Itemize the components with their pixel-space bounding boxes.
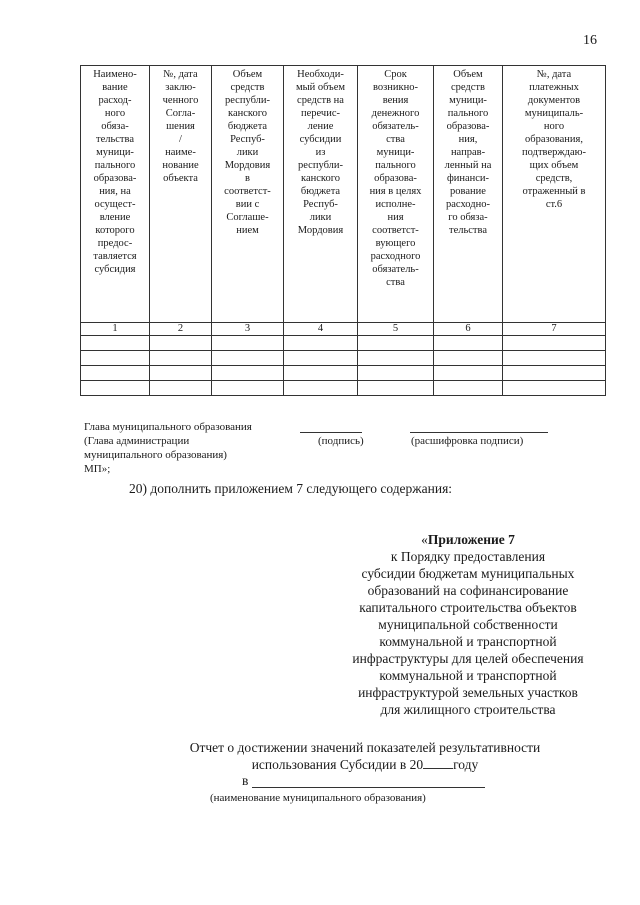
appendix-line: инфраструктурой земельных участков: [358, 685, 578, 700]
appendix-title: «Приложение 7: [421, 532, 515, 547]
report-title: Отчет о достижении значений показателей результативности: [189, 740, 541, 755]
signature-caption: (подпись): [318, 435, 364, 447]
signature-line: [300, 432, 362, 433]
header-cell: Срок возникно- вения денежного обязатель- ства муници- пального образова- ния в целях исполне- ния соответст- вующего расходного обязатель- ства: [358, 66, 434, 323]
appendix-line: коммунальной и транспортной: [379, 668, 557, 683]
table-row: [81, 366, 606, 381]
header-cell: №, дата заклю- ченного Согла- шения / наиме- нование объекта: [150, 66, 212, 323]
table-row: [81, 336, 606, 351]
column-number: 7: [503, 323, 606, 336]
header-cell: Объем средств республи- канского бюджета Респуб- лики Мордовия в соответст- вии с Соглаше- нием: [212, 66, 284, 323]
table-row: [81, 381, 606, 396]
head-municipal: муниципального образования): [84, 449, 227, 461]
report-table: [80, 65, 606, 396]
report-subtitle: использования Субсидии в 20 году: [251, 757, 479, 772]
appendix-line: образований на софинансирование: [367, 583, 569, 598]
column-number: 4: [284, 323, 358, 336]
table-row: [81, 351, 606, 366]
appendix-line: коммунальной и транспортной: [379, 634, 557, 649]
appendix-line: муниципальной собственности: [378, 617, 558, 632]
appendix-line: к Порядку предоставления: [390, 549, 546, 564]
column-number: 5: [358, 323, 434, 336]
appendix-line: для жилищного строительства: [380, 702, 556, 717]
header-cell: Объем средств муници- пального образова- ния, направ- ленный на финанси- рование расходно- го обяза- тельства: [434, 66, 503, 323]
appendix-line: субсидии бюджетам муниципальных: [361, 566, 575, 581]
column-number: 2: [150, 323, 212, 336]
item-20: 20) дополнить приложением 7 следующего содержания:: [129, 481, 453, 496]
column-number: 6: [434, 323, 503, 336]
appendix-line: капитального строительства объектов: [359, 600, 577, 615]
table-header-row: [81, 66, 606, 323]
column-number: 1: [81, 323, 150, 336]
page-number: 16: [583, 33, 597, 48]
head-admin: (Глава администрации: [84, 435, 190, 447]
decode-caption: (расшифровка подписи): [411, 435, 524, 447]
decode-line: [410, 432, 548, 433]
header-cell: №, дата платежных документов муниципаль- ного образования, подтверждаю- щих объем средств, отраженный в ст.6: [503, 66, 606, 323]
column-number-row: [81, 323, 606, 336]
municipality-line: [252, 787, 485, 788]
year-blank: [423, 758, 453, 769]
header-cell: Наимено- вание расход- ного обяза- тельства муници- пального образова- ния, на осущест- вление которого предос- тавляется субсидия: [81, 66, 150, 323]
in-label: в: [242, 773, 249, 788]
municipality-caption: (наименование муниципального образования): [210, 792, 426, 804]
header-cell: Необходи- мый объем средств на перечис- ление субсидии из республи- канского бюджета Респуб- лики Мордовия: [284, 66, 358, 323]
stamp-mark: МП»;: [84, 463, 111, 475]
head-title: Глава муниципального образования: [84, 421, 252, 433]
column-number: 3: [212, 323, 284, 336]
appendix-line: инфраструктуры для целей обеспечения: [352, 651, 584, 666]
